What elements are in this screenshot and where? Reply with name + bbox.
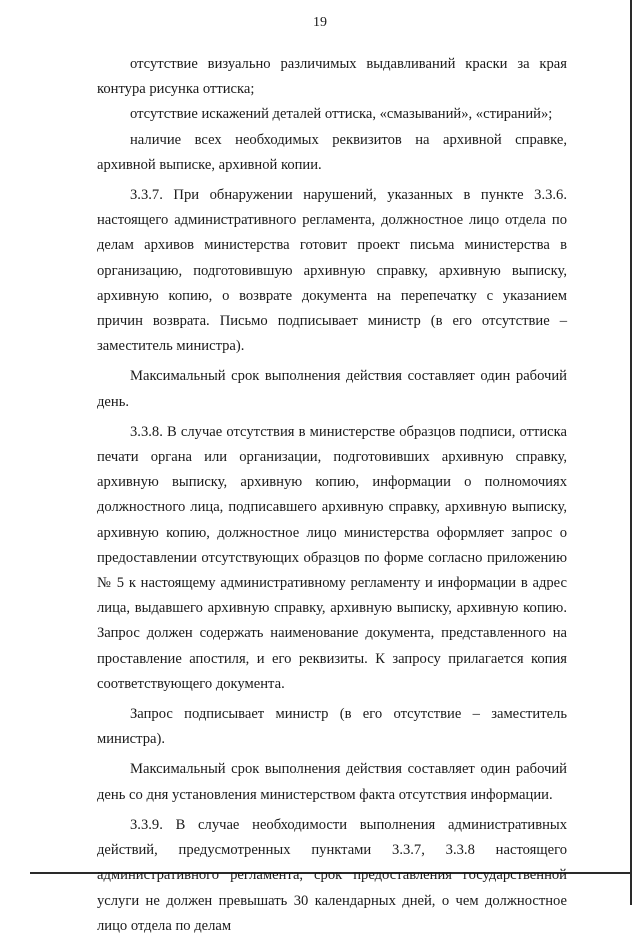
paragraph-max-term-1: Максимальный срок выполнения действия составляет один рабочий день. [97,368,567,410]
body-text [97,52,567,939]
paragraph-max-term-2: Максимальный срок выполнения действия составляет один рабочий день со дня установления министерством факта отсутствия информации. [97,761,567,803]
page-edge-right [630,0,632,905]
paragraph-3-3-8: 3.3.8. В случае отсутствия в министерстве образцов подписи, оттиска печати органа или организации, подготовивших архивную справку, архивную выписку, архивную копию, информации о полномочиях должностного лица, подписавшего архивную справку, архивную выписку, архивную копию, должностное лицо министерства оформляет запрос о предоставлении отсутствующих образцов по форме согласно приложению № 5 к настоящему административному регламенту и информации в адрес лица, выдавшего архивную справку, архивную выписку, архивную копию. Запрос должен содержать наименование документа, представленного на проставление апостиля, и его реквизиты. К запросу прилагается копия соответствующего документа. [97,423,567,692]
paragraph-request-signed: Запрос подписывает министр (в его отсутствие – заместитель министра). [97,706,567,748]
paragraph-3-3-9: 3.3.9. В случае необходимости выполнения административных действий, предусмотренных пунктами 3.3.7, 3.3.8 настоящего административного регламента, срок предоставления государственной услуги не должен превышать 30 календарных дней, о чем должностное лицо отдела по делам [97,816,567,934]
paragraph-ink-extrusion: отсутствие визуально различимых выдавливаний краски за края контура рисунка оттиска; [97,56,567,98]
paragraph-required-details: наличие всех необходимых реквизитов на архивной справке, архивной выписке, архивной копии. [97,131,567,173]
page-number: 19 [313,15,327,30]
paragraph-no-distortion: отсутствие искажений деталей оттиска, «смазываний», «стираний»; [130,106,553,123]
paragraph-3-3-7: 3.3.7. При обнаружении нарушений, указанных в пункте 3.3.6. настоящего административного регламента, должностное лицо отдела по делам архивов министерства готовит проект письма министерства в организацию, подготовившую архивную справку, архивную выписку, архивную копию, о возврате документа на перепечатку с указанием причин возврата. Письмо подписывает министр (в его отсутствие – заместитель министра). [97,187,567,355]
